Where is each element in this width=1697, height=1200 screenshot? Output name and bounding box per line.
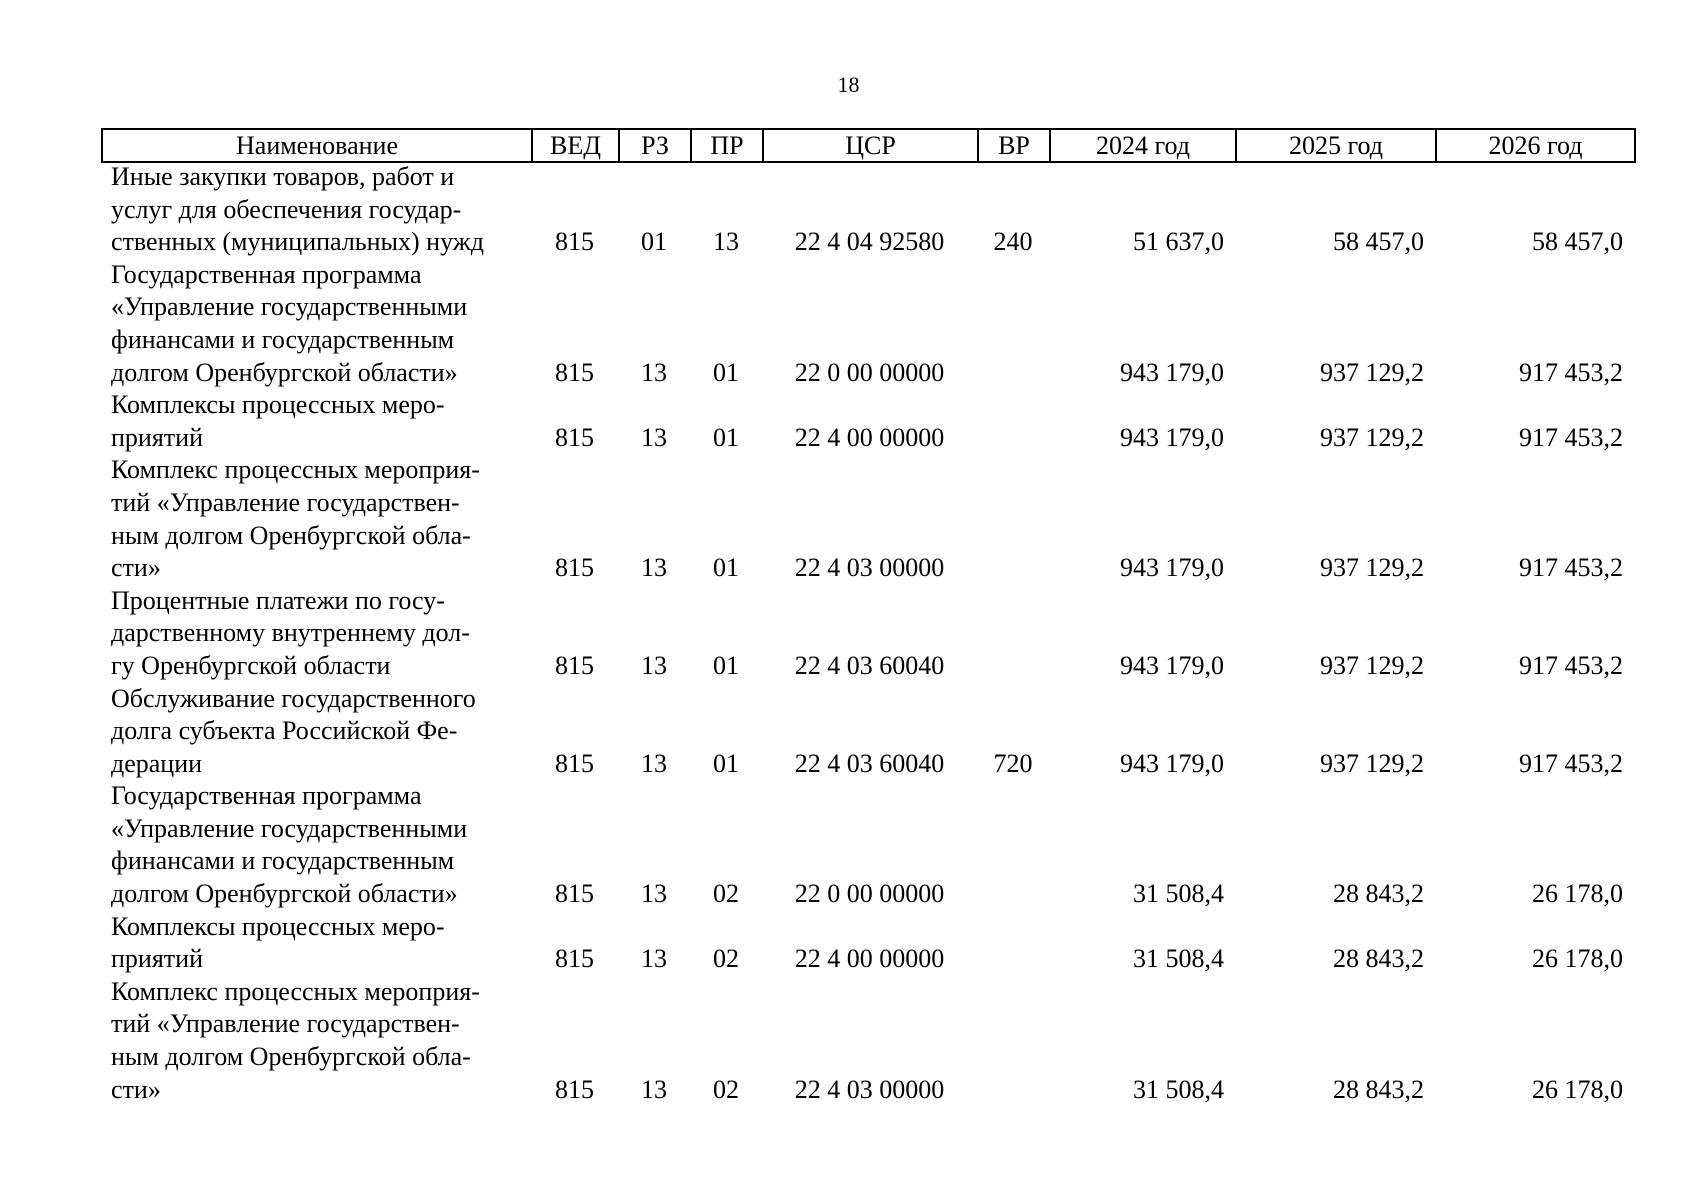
- cell-2025: 937 129,2: [1320, 748, 1424, 778]
- column-header-pr: ПР: [691, 129, 763, 162]
- cell-csr: 22 4 00 00000: [794, 944, 945, 974]
- column-header-ved: ВЕД: [532, 129, 619, 162]
- table-row: [101, 911, 1634, 976]
- cell-vr: [977, 454, 1049, 584]
- cell-rz: 13: [641, 422, 667, 452]
- cell-name: Государственная программа «Управление государственными финансами и государственным долгом Оренбургской области»: [111, 259, 468, 387]
- cell-csr: 22 4 03 60040: [794, 748, 945, 778]
- cell-rz: 13: [641, 1074, 667, 1104]
- cell-ved: 815: [555, 553, 594, 583]
- page-number: 18: [837, 72, 860, 97]
- cell-csr: 22 4 00 00000: [794, 422, 945, 452]
- cell-csr: 22 4 03 60040: [794, 650, 945, 680]
- cell-2025: 58 457,0: [1333, 227, 1424, 257]
- cell-name: Государственная программа «Управление государственными финансами и государственным долгом Оренбургской области»: [111, 781, 468, 909]
- cell-pr: 01: [713, 553, 739, 583]
- cell-name: Комплекс процессных мероприя- тий «Управление государствен- ным долгом Оренбургской обла- сти»: [111, 976, 480, 1104]
- cell-csr: 22 0 00 00000: [794, 879, 945, 909]
- cell-ved: 815: [555, 1074, 594, 1104]
- cell-2026: 26 178,0: [1532, 944, 1623, 974]
- cell-ved: 815: [555, 748, 594, 778]
- table-row: [101, 780, 1634, 910]
- column-header-rz: РЗ: [619, 129, 691, 162]
- cell-rz: 13: [641, 650, 667, 680]
- cell-2024: 31 508,4: [1133, 944, 1224, 974]
- table-body: [101, 161, 1634, 1106]
- cell-ved: 815: [555, 879, 594, 909]
- cell-2024: 943 179,0: [1120, 748, 1224, 778]
- table-row: [101, 389, 1634, 454]
- cell-rz: 01: [641, 227, 667, 257]
- cell-ved: 815: [555, 422, 594, 452]
- table-header: [101, 128, 1636, 163]
- cell-name: Комплексы процессных меро- приятий: [111, 390, 445, 452]
- cell-name: Иные закупки товаров, работ и услуг для обеспечения государ- ственных (муниципальных) нужд: [111, 162, 484, 257]
- cell-rz: 13: [641, 553, 667, 583]
- cell-ved: 815: [555, 227, 594, 257]
- cell-rz: 13: [641, 879, 667, 909]
- cell-vr: [977, 976, 1049, 1106]
- cell-name: Комплексы процессных меро- приятий: [111, 911, 445, 974]
- cell-2024: 51 637,0: [1133, 227, 1224, 257]
- cell-csr: 22 4 04 92580: [794, 227, 945, 257]
- cell-pr: 01: [713, 422, 739, 452]
- cell-2025: 28 843,2: [1333, 944, 1424, 974]
- cell-rz: 13: [641, 357, 667, 387]
- cell-pr: 01: [713, 357, 739, 387]
- cell-2026: 917 453,2: [1519, 748, 1623, 778]
- cell-2024: 943 179,0: [1120, 422, 1224, 452]
- cell-2025: 28 843,2: [1333, 879, 1424, 909]
- cell-vr: 720: [993, 748, 1033, 778]
- column-header-csr: ЦСР: [763, 129, 978, 162]
- cell-2025: 937 129,2: [1320, 422, 1424, 452]
- cell-pr: 01: [713, 748, 739, 778]
- cell-2026: 26 178,0: [1532, 1074, 1623, 1104]
- cell-2026: 917 453,2: [1519, 357, 1623, 387]
- cell-ved: 815: [555, 357, 594, 387]
- cell-2024: 943 179,0: [1120, 650, 1224, 680]
- cell-2024: 31 508,4: [1133, 879, 1224, 909]
- header-row: [102, 129, 1635, 162]
- table-row: [101, 976, 1634, 1106]
- table-row: [101, 454, 1634, 584]
- cell-2024: 943 179,0: [1120, 357, 1224, 387]
- cell-rz: 13: [641, 944, 667, 974]
- cell-name: Комплекс процессных мероприя- тий «Управление государствен- ным долгом Оренбургской обла- сти»: [111, 455, 480, 583]
- cell-2026: 917 453,2: [1519, 422, 1623, 452]
- cell-csr: 22 4 03 00000: [794, 553, 945, 583]
- cell-2025: 937 129,2: [1320, 357, 1424, 387]
- cell-csr: 22 4 03 00000: [794, 1074, 945, 1104]
- column-header-name: Наименование: [102, 129, 532, 162]
- cell-pr: 02: [713, 879, 739, 909]
- cell-ved: 815: [555, 944, 594, 974]
- cell-pr: 13: [713, 227, 739, 257]
- table-row: [101, 585, 1634, 683]
- cell-pr: 02: [713, 1074, 739, 1104]
- cell-vr: [977, 389, 1049, 454]
- cell-2025: 937 129,2: [1320, 650, 1424, 680]
- cell-ved: 815: [555, 650, 594, 680]
- cell-2024: 943 179,0: [1120, 553, 1224, 583]
- cell-2026: 26 178,0: [1532, 879, 1623, 909]
- budget-table: [101, 161, 1634, 1106]
- table-row: [101, 683, 1634, 781]
- cell-2024: 31 508,4: [1133, 1074, 1224, 1104]
- cell-pr: 02: [713, 944, 739, 974]
- cell-2026: 917 453,2: [1519, 553, 1623, 583]
- table-row: [101, 161, 1634, 259]
- cell-2025: 28 843,2: [1333, 1074, 1424, 1104]
- cell-vr: 240: [993, 227, 1033, 257]
- table-row: [101, 259, 1634, 389]
- cell-pr: 01: [713, 650, 739, 680]
- cell-vr: [977, 780, 1049, 910]
- column-header-2024: 2024 год: [1050, 129, 1236, 162]
- cell-vr: [977, 911, 1049, 976]
- column-header-vr: ВР: [978, 129, 1050, 162]
- cell-vr: [977, 259, 1049, 389]
- cell-rz: 13: [641, 748, 667, 778]
- cell-vr: [977, 585, 1049, 683]
- cell-name: Процентные платежи по госу- дарственному внутреннему дол- гу Оренбургской области: [111, 585, 470, 680]
- cell-2026: 58 457,0: [1532, 227, 1623, 257]
- column-header-2026: 2026 год: [1436, 129, 1635, 162]
- cell-2026: 917 453,2: [1519, 650, 1623, 680]
- cell-csr: 22 0 00 00000: [794, 357, 945, 387]
- cell-name: Обслуживание государственного долга субъекта Российской Фе- дерации: [111, 683, 476, 778]
- cell-2025: 937 129,2: [1320, 553, 1424, 583]
- column-header-2025: 2025 год: [1236, 129, 1436, 162]
